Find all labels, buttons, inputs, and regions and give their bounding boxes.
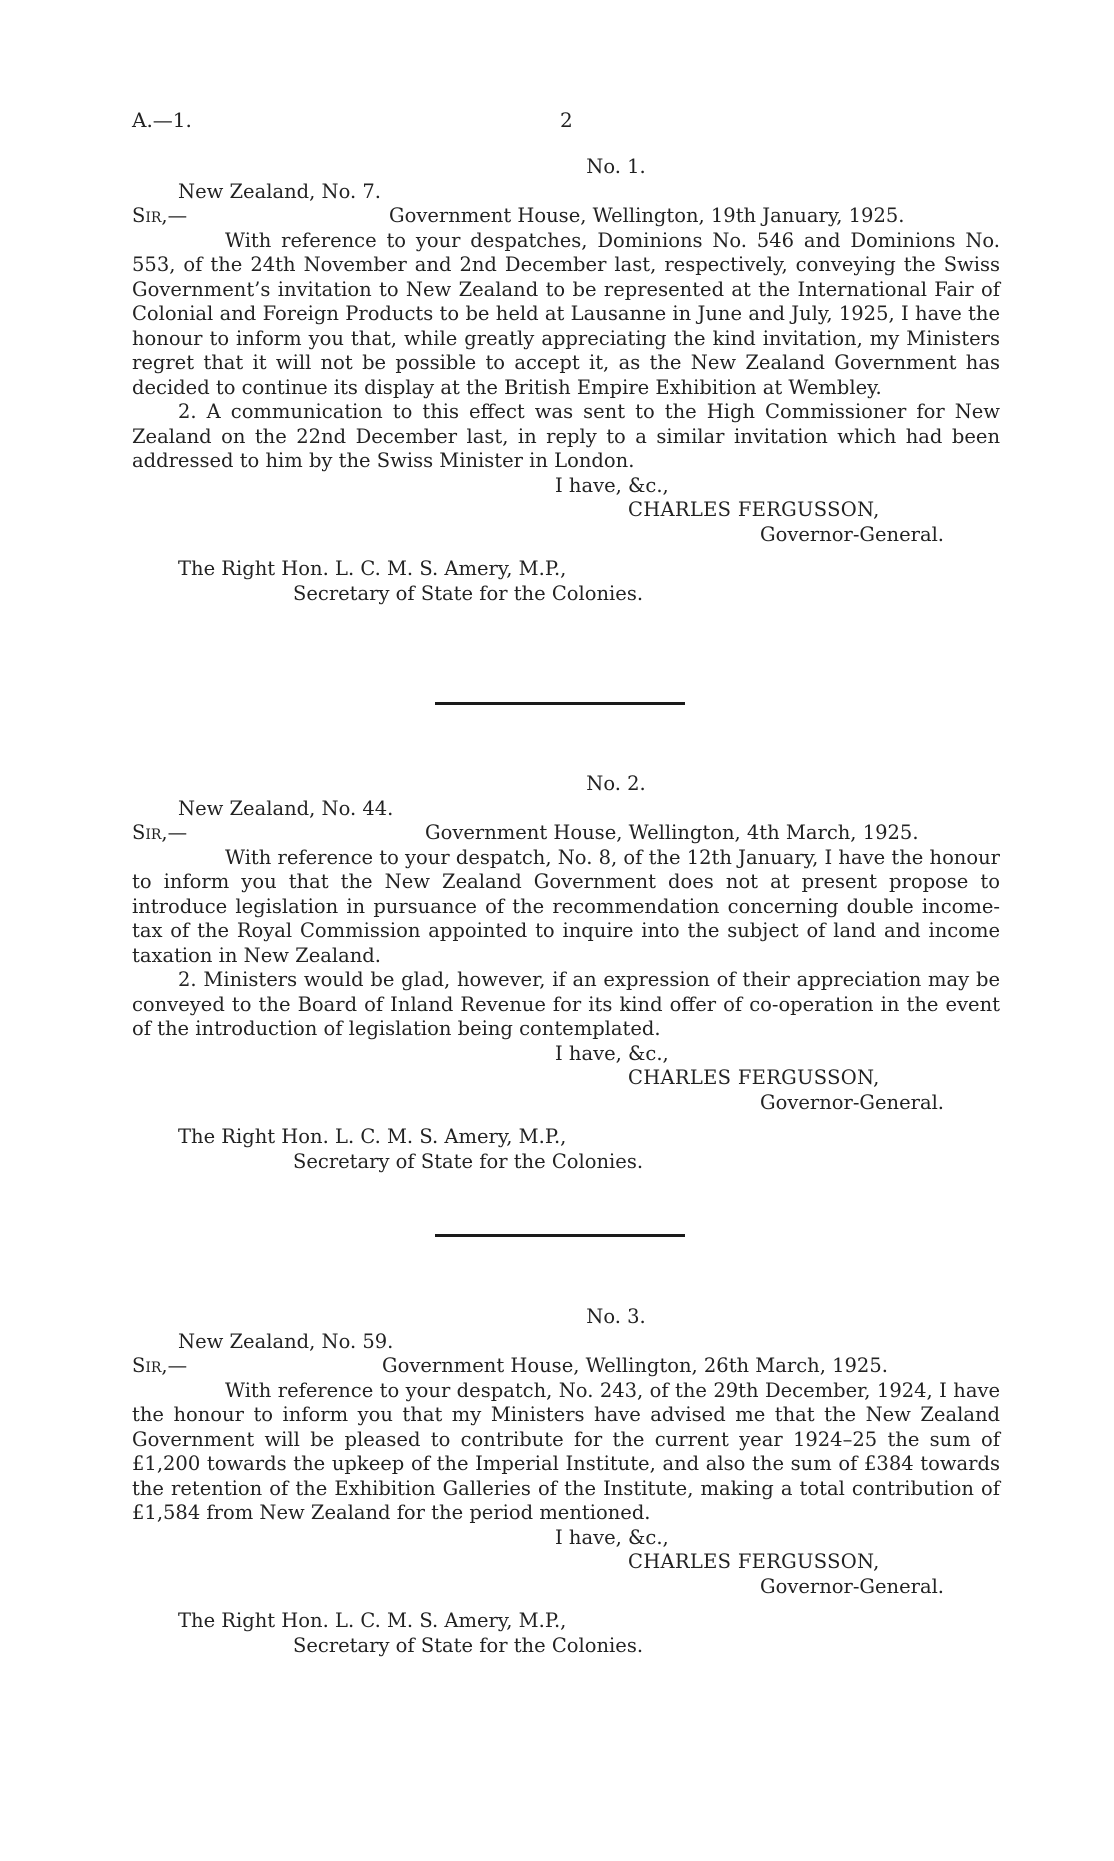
place-date: Government House, Wellington, 26th March, 1925. <box>382 1354 888 1377</box>
signer-name: CHARLES FERGUSSON, <box>628 498 880 521</box>
salutation: Sir,— <box>132 1354 188 1377</box>
letter-1 <box>132 155 1000 606</box>
closing: I have, &c., <box>555 473 669 497</box>
despatch-reference: New Zealand, No. 59. <box>178 1329 394 1353</box>
letter-number: No. 1. <box>586 155 646 178</box>
closing: I have, &c., <box>555 1525 669 1549</box>
paragraph-2: 2. Ministers would be glad, however, if an expression of their appreciation may be conveyed to the Board of Inland Revenue for its kind offer of co-operation in the event of the introduction of legislation being contemplated. <box>132 968 1000 1040</box>
signer-name: CHARLES FERGUSSON, <box>628 1550 880 1573</box>
addressee-line-1: The Right Hon. L. C. M. S. Amery, M.P., <box>178 1609 567 1632</box>
signer-title: Governor-General. <box>760 1574 945 1598</box>
place-date: Government House, Wellington, 19th January, 1925. <box>389 204 905 227</box>
paragraph-1: With reference to your despatch, No. 243, of the 29th December, 1924, I have the honour to inform you that my Ministers have advised me that the New Zealand Government will be pleased to contribute for the current year 1924–25 the sum of £1,200 towards the upkeep of the Imperial Institute, and also the sum of £384 towards the retention of the Exhibition Galleries of the Institute, making a total contribution of £1,584 from New Zealand for the period mentioned. <box>132 1378 1000 1524</box>
despatch-reference: New Zealand, No. 44. <box>178 796 394 820</box>
letter-2 <box>132 772 1000 1174</box>
page-header <box>132 108 982 136</box>
signer-title: Governor-General. <box>760 522 945 546</box>
paragraph-1: With reference to your despatches, Dominions No. 546 and Dominions No. 553, of the 24th November and 2nd December last, respectively, conveying the Swiss Government’s invitation to New Zealand to be represented at the International Fair of Colonial and Foreign Products to be held at Lausanne in June and July, 1925, I have the honour to inform you that, while greatly appreciating the kind invitation, my Ministers regret that it will not be possible to accept it, as the New Zealand Government has decided to continue its display at the British Empire Exhibition at Wembley. <box>132 228 1000 399</box>
place-date: Government House, Wellington, 4th March, 1925. <box>425 821 919 844</box>
signer-name: CHARLES FERGUSSON, <box>628 1066 880 1089</box>
letter-number: No. 2. <box>586 772 646 795</box>
section-divider <box>435 702 685 705</box>
salutation: Sir,— <box>132 204 188 227</box>
document-code: A.—1. <box>132 108 192 132</box>
paragraph-1: With reference to your despatch, No. 8, of the 12th January, I have the honour to inform you that the New Zealand Government does not at present propose to introduce legislation in pursuance of the recommendation concerning double income-tax of the Royal Commission appointed to inquire into the subject of land and income taxation in New Zealand. <box>132 845 1000 967</box>
salutation: Sir,— <box>132 821 188 844</box>
despatch-reference: New Zealand, No. 7. <box>178 179 381 203</box>
paragraph-2: 2. A communication to this effect was sent to the High Commissioner for New Zealand on the 22nd December last, in reply to a similar invitation which had been addressed to him by the Swiss Minister in London. <box>132 400 1000 472</box>
closing: I have, &c., <box>555 1041 669 1065</box>
signer-title: Governor-General. <box>760 1090 945 1114</box>
addressee-line-2: Secretary of State for the Colonies. <box>293 1633 644 1657</box>
addressee-line-2: Secretary of State for the Colonies. <box>293 1149 644 1173</box>
page-number: 2 <box>560 108 573 132</box>
addressee-line-2: Secretary of State for the Colonies. <box>293 581 644 605</box>
section-divider <box>435 1234 685 1237</box>
addressee-line-1: The Right Hon. L. C. M. S. Amery, M.P., <box>178 557 567 580</box>
letter-number: No. 3. <box>586 1305 646 1328</box>
letter-3 <box>132 1305 1000 1658</box>
addressee-line-1: The Right Hon. L. C. M. S. Amery, M.P., <box>178 1125 567 1148</box>
